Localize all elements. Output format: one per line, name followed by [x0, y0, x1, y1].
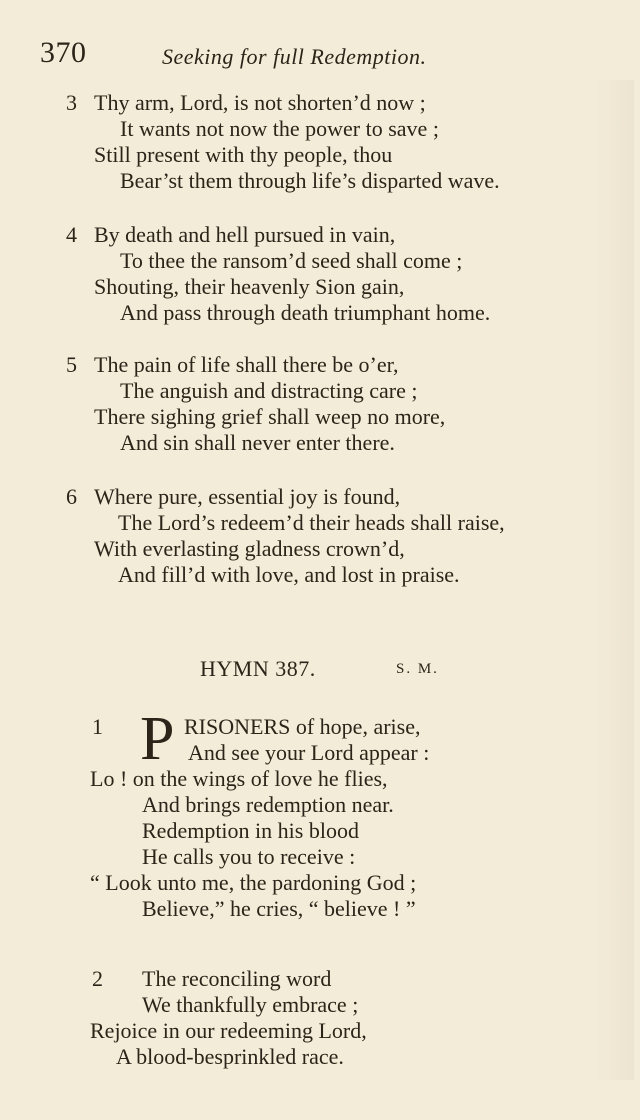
page-header [40, 36, 600, 76]
verse-line: Believe,” he cries, “ believe ! ” [142, 896, 416, 921]
verse-line: The pain of life shall there be o’er, [94, 352, 399, 377]
verse-line: The reconciling word [142, 966, 332, 991]
verse-line: The Lord’s redeem’d their heads shall raise, [118, 510, 505, 535]
stanza-number: 3 [66, 90, 77, 115]
hymn-meter: S. M. [396, 661, 439, 677]
stanza-number: 6 [66, 484, 77, 509]
bleed-through-shadow [594, 80, 634, 1080]
verse-line: Rejoice in our redeeming Lord, [90, 1018, 367, 1043]
verse-line: By death and hell pursued in vain, [94, 222, 396, 247]
verse-line: A blood-besprinkled race. [116, 1044, 344, 1069]
verse-number: 1 [92, 714, 103, 739]
verse-line: The anguish and distracting care ; [120, 378, 418, 403]
verse-line: With everlasting gladness crown’d, [94, 536, 405, 561]
verse-line: And see your Lord appear : [188, 740, 430, 765]
verse-line: It wants not now the power to save ; [120, 116, 439, 141]
verse-line: We thankfully embrace ; [142, 992, 359, 1017]
verse-line: RISONERS of hope, arise, [184, 714, 421, 739]
verse-line: Where pure, essential joy is found, [94, 484, 401, 509]
verse-line: And fill’d with love, and lost in praise. [118, 562, 460, 587]
verse-line: Thy arm, Lord, is not shorten’d now ; [94, 90, 426, 115]
page-number: 370 [40, 36, 87, 69]
stanza-number: 5 [66, 352, 77, 377]
stanza-number: 4 [66, 222, 77, 247]
verse-line: “ Look unto me, the pardoning God ; [90, 870, 417, 895]
verse-line: And brings redemption near. [142, 792, 394, 817]
verse-line: Redemption in his blood [142, 818, 359, 843]
verse-line: There sighing grief shall weep no more, [94, 404, 446, 429]
running-title: Seeking for full Redemption. [162, 44, 427, 69]
drop-cap: P [140, 705, 175, 773]
verse-line: Lo ! on the wings of love he flies, [90, 766, 388, 791]
verse-line: To thee the ransom’d seed shall come ; [120, 248, 463, 273]
verse-line: Shouting, their heavenly Sion gain, [94, 274, 405, 299]
verse-line: Still present with thy people, thou [94, 142, 393, 167]
verse-line: And sin shall never enter there. [120, 430, 395, 455]
verse-number: 2 [92, 966, 103, 991]
hymn-heading: HYMN 387. [200, 656, 316, 681]
verse-line: He calls you to receive : [142, 844, 356, 869]
verse-line: And pass through death triumphant home. [120, 300, 491, 325]
verse-line: Bear’st them through life’s disparted wave. [120, 168, 500, 193]
